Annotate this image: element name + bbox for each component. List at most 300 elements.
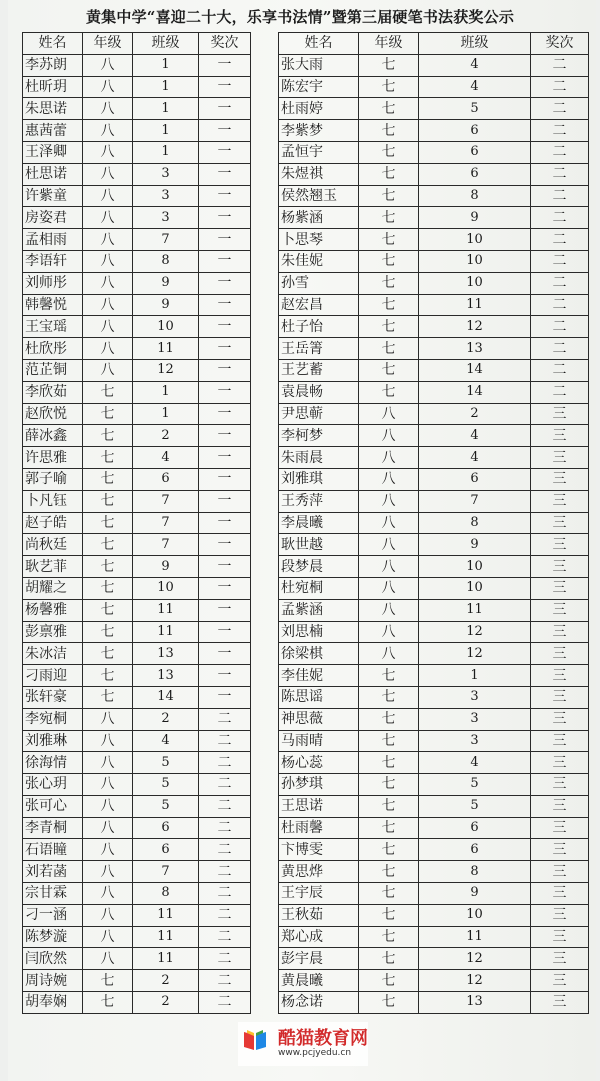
- cell-grade: 七: [359, 54, 419, 76]
- cell-name: 石语瞳: [23, 839, 83, 861]
- cell-grade: 八: [359, 621, 419, 643]
- cell-grade: 八: [83, 817, 133, 839]
- cell-name: 孟紫涵: [279, 599, 359, 621]
- cell-award: 一: [199, 120, 251, 142]
- cell-award: 三: [531, 403, 589, 425]
- cell-award: 一: [199, 534, 251, 556]
- cell-name: 侯然翘玉: [279, 185, 359, 207]
- cell-grade: 八: [83, 250, 133, 272]
- cell-grade: 八: [83, 730, 133, 752]
- cell-award: 一: [199, 163, 251, 185]
- cell-class: 1: [419, 665, 531, 687]
- cell-award: 二: [199, 752, 251, 774]
- cell-name: 王宇辰: [279, 883, 359, 905]
- cell-grade: 八: [83, 359, 133, 381]
- cell-grade: 七: [359, 817, 419, 839]
- cell-name: 许思雅: [23, 447, 83, 469]
- cell-class: 3: [133, 185, 199, 207]
- table-row: [23, 447, 251, 469]
- table-row: [23, 512, 251, 534]
- cell-class: 4: [133, 447, 199, 469]
- table-header-row: [279, 33, 589, 55]
- cell-class: 9: [133, 294, 199, 316]
- cell-class: 8: [133, 883, 199, 905]
- cell-grade: 七: [359, 752, 419, 774]
- table-row: [23, 992, 251, 1014]
- cell-award: 一: [199, 229, 251, 251]
- cell-award: 二: [531, 54, 589, 76]
- cell-name: 赵子皓: [23, 512, 83, 534]
- cell-class: 5: [133, 795, 199, 817]
- table-row: [23, 163, 251, 185]
- cell-class: 8: [419, 861, 531, 883]
- cell-grade: 七: [83, 970, 133, 992]
- table-row: [279, 599, 589, 621]
- cell-award: 一: [199, 643, 251, 665]
- cell-class: 11: [133, 338, 199, 360]
- cell-name: 徐梁棋: [279, 643, 359, 665]
- table-row: [23, 76, 251, 98]
- cell-name: 杜雨婷: [279, 98, 359, 120]
- cell-award: 三: [531, 795, 589, 817]
- cell-class: 12: [419, 621, 531, 643]
- table-row: [23, 250, 251, 272]
- cell-name: 王秋茹: [279, 904, 359, 926]
- table-header-row: [23, 33, 251, 55]
- table-row: [279, 229, 589, 251]
- cell-award: 一: [199, 556, 251, 578]
- cell-award: 三: [531, 970, 589, 992]
- cell-class: 10: [419, 250, 531, 272]
- table-row: [279, 294, 589, 316]
- cell-name: 朱煜祺: [279, 163, 359, 185]
- cell-award: 一: [199, 141, 251, 163]
- cell-grade: 七: [359, 665, 419, 687]
- cell-award: 三: [531, 992, 589, 1014]
- table-row: [23, 425, 251, 447]
- cell-name: 卞博雯: [279, 839, 359, 861]
- cell-grade: 八: [83, 708, 133, 730]
- table-row: [279, 250, 589, 272]
- site-watermark: [238, 1022, 368, 1066]
- cell-award: 三: [531, 534, 589, 556]
- cell-grade: 八: [359, 425, 419, 447]
- cell-award: 一: [199, 381, 251, 403]
- table-row: [279, 76, 589, 98]
- table-row: [279, 490, 589, 512]
- cell-grade: 七: [83, 686, 133, 708]
- cell-grade: 八: [83, 948, 133, 970]
- cell-class: 9: [133, 272, 199, 294]
- watermark-name: 酷猫教育网: [278, 1028, 368, 1049]
- cell-award: 三: [531, 839, 589, 861]
- table-row: [279, 904, 589, 926]
- cell-award: 三: [531, 643, 589, 665]
- table-row: [279, 883, 589, 905]
- cell-name: 刘师彤: [23, 272, 83, 294]
- cell-name: 马雨晴: [279, 730, 359, 752]
- cell-award: 三: [531, 665, 589, 687]
- table-row: [279, 54, 589, 76]
- cell-class: 5: [419, 774, 531, 796]
- header-class: 班级: [419, 33, 531, 55]
- cell-name: 尹思蕲: [279, 403, 359, 425]
- cell-grade: 七: [359, 730, 419, 752]
- cell-class: 8: [419, 512, 531, 534]
- cell-grade: 七: [359, 207, 419, 229]
- table-row: [279, 185, 589, 207]
- cell-grade: 七: [83, 512, 133, 534]
- cell-name: 陈宏宇: [279, 76, 359, 98]
- cell-grade: 七: [83, 599, 133, 621]
- header-class: 班级: [133, 33, 199, 55]
- table-row: [279, 795, 589, 817]
- cell-award: 三: [531, 490, 589, 512]
- cell-grade: 八: [83, 839, 133, 861]
- header-grade: 年级: [83, 33, 133, 55]
- cell-class: 5: [133, 752, 199, 774]
- cell-name: 孙雪: [279, 272, 359, 294]
- cell-name: 李佳妮: [279, 665, 359, 687]
- table-row: [23, 839, 251, 861]
- cell-name: 张轩豪: [23, 686, 83, 708]
- cell-name: 胡耀之: [23, 577, 83, 599]
- cell-name: 袁晨畅: [279, 381, 359, 403]
- cell-name: 孟恒宇: [279, 141, 359, 163]
- cell-class: 7: [133, 861, 199, 883]
- cell-grade: 八: [359, 447, 419, 469]
- table-row: [279, 403, 589, 425]
- cell-name: 陈梦漩: [23, 926, 83, 948]
- cell-class: 4: [133, 730, 199, 752]
- cell-class: 1: [133, 76, 199, 98]
- cell-class: 8: [133, 250, 199, 272]
- cell-grade: 八: [83, 54, 133, 76]
- cell-class: 4: [419, 54, 531, 76]
- header-name: 姓名: [23, 33, 83, 55]
- cell-class: 10: [419, 577, 531, 599]
- cell-grade: 七: [83, 381, 133, 403]
- table-row: [23, 752, 251, 774]
- page-title: 黄集中学“喜迎二十大，乐享书法情”暨第三届硬笔书法获奖公示: [85, 8, 515, 26]
- cell-grade: 七: [359, 98, 419, 120]
- cell-name: 黄思烨: [279, 861, 359, 883]
- cell-name: 杜宛桐: [279, 577, 359, 599]
- cell-award: 二: [199, 774, 251, 796]
- cell-award: 一: [199, 599, 251, 621]
- table-row: [279, 643, 589, 665]
- cell-award: 一: [199, 185, 251, 207]
- cell-class: 2: [133, 425, 199, 447]
- header-grade: 年级: [359, 33, 419, 55]
- table-row: [23, 272, 251, 294]
- cell-grade: 七: [359, 316, 419, 338]
- cell-name: 杨念诺: [279, 992, 359, 1014]
- cell-class: 12: [419, 948, 531, 970]
- table-row: [23, 534, 251, 556]
- cell-award: 三: [531, 425, 589, 447]
- cell-name: 周诗婉: [23, 970, 83, 992]
- cell-grade: 七: [83, 468, 133, 490]
- cell-class: 13: [133, 665, 199, 687]
- cell-award: 三: [531, 599, 589, 621]
- cell-award: 一: [199, 338, 251, 360]
- cell-award: 三: [531, 926, 589, 948]
- cell-grade: 八: [83, 316, 133, 338]
- cell-award: 三: [531, 817, 589, 839]
- cell-name: 杨紫涵: [279, 207, 359, 229]
- cell-award: 二: [531, 250, 589, 272]
- cell-name: 许紫童: [23, 185, 83, 207]
- table-row: [279, 447, 589, 469]
- cell-class: 10: [419, 272, 531, 294]
- cell-award: 三: [531, 512, 589, 534]
- cell-name: 杜雨馨: [279, 817, 359, 839]
- table-row: [279, 207, 589, 229]
- cell-award: 三: [531, 447, 589, 469]
- cell-name: 王艺蓄: [279, 359, 359, 381]
- cell-grade: 八: [83, 76, 133, 98]
- cell-grade: 七: [83, 490, 133, 512]
- cell-class: 13: [419, 992, 531, 1014]
- cell-award: 三: [531, 686, 589, 708]
- cell-class: 4: [419, 425, 531, 447]
- cell-grade: 七: [359, 294, 419, 316]
- cell-award: 二: [531, 98, 589, 120]
- cell-class: 6: [419, 163, 531, 185]
- cell-name: 王宝瑶: [23, 316, 83, 338]
- cell-grade: 七: [359, 272, 419, 294]
- cell-award: 二: [531, 338, 589, 360]
- table-row: [279, 468, 589, 490]
- cell-grade: 七: [359, 163, 419, 185]
- cell-name: 朱佳妮: [279, 250, 359, 272]
- cell-class: 1: [133, 403, 199, 425]
- table-row: [23, 970, 251, 992]
- cell-name: 李欣茹: [23, 381, 83, 403]
- cell-award: 二: [531, 359, 589, 381]
- cell-name: 刘雅琳: [23, 730, 83, 752]
- cell-grade: 七: [359, 861, 419, 883]
- cell-class: 10: [133, 577, 199, 599]
- table-row: [279, 817, 589, 839]
- cell-name: 房姿君: [23, 207, 83, 229]
- cell-award: 三: [531, 468, 589, 490]
- cell-class: 5: [419, 98, 531, 120]
- table-row: [23, 98, 251, 120]
- cell-class: 12: [133, 359, 199, 381]
- cell-award: 三: [531, 948, 589, 970]
- cell-class: 8: [419, 185, 531, 207]
- cell-grade: 七: [359, 120, 419, 142]
- cell-class: 10: [419, 556, 531, 578]
- table-row: [23, 556, 251, 578]
- cell-grade: 八: [83, 774, 133, 796]
- table-row: [23, 686, 251, 708]
- cell-name: 刁一涵: [23, 904, 83, 926]
- cell-class: 11: [419, 926, 531, 948]
- cell-class: 10: [419, 904, 531, 926]
- table-row: [23, 665, 251, 687]
- cell-name: 赵宏昌: [279, 294, 359, 316]
- cell-grade: 八: [359, 468, 419, 490]
- cell-name: 张心玥: [23, 774, 83, 796]
- cell-award: 一: [199, 425, 251, 447]
- cell-class: 4: [419, 447, 531, 469]
- cell-name: 胡奉娴: [23, 992, 83, 1014]
- table-row: [279, 163, 589, 185]
- cell-class: 14: [133, 686, 199, 708]
- cell-award: 一: [199, 207, 251, 229]
- table-row: [23, 338, 251, 360]
- cell-grade: 七: [359, 141, 419, 163]
- cell-award: 一: [199, 54, 251, 76]
- cell-name: 宗甘霖: [23, 883, 83, 905]
- cell-grade: 八: [83, 141, 133, 163]
- cell-grade: 七: [83, 621, 133, 643]
- cell-name: 刘若菡: [23, 861, 83, 883]
- cell-grade: 七: [359, 948, 419, 970]
- cell-class: 3: [419, 708, 531, 730]
- cell-class: 3: [419, 730, 531, 752]
- cell-name: 闫欣然: [23, 948, 83, 970]
- cell-name: 耿艺菲: [23, 556, 83, 578]
- cell-name: 孙梦琪: [279, 774, 359, 796]
- cell-class: 2: [133, 992, 199, 1014]
- cell-grade: 八: [83, 207, 133, 229]
- cell-award: 二: [199, 926, 251, 948]
- cell-class: 12: [419, 643, 531, 665]
- table-row: [279, 926, 589, 948]
- table-row: [23, 185, 251, 207]
- cell-name: 卜思琴: [279, 229, 359, 251]
- cell-award: 二: [531, 294, 589, 316]
- cell-grade: 八: [83, 98, 133, 120]
- table-row: [23, 403, 251, 425]
- cell-grade: 七: [83, 425, 133, 447]
- cell-class: 6: [419, 817, 531, 839]
- cell-award: 一: [199, 294, 251, 316]
- cell-name: 刘思楠: [279, 621, 359, 643]
- cell-award: 二: [531, 207, 589, 229]
- table-row: [23, 621, 251, 643]
- cell-name: 李宛桐: [23, 708, 83, 730]
- cell-award: 二: [531, 316, 589, 338]
- table-row: [279, 120, 589, 142]
- cell-name: 黄晨曦: [279, 970, 359, 992]
- cell-class: 11: [133, 926, 199, 948]
- table-row: [279, 708, 589, 730]
- cell-class: 4: [419, 752, 531, 774]
- cell-name: 王思诺: [279, 795, 359, 817]
- table-row: [23, 708, 251, 730]
- cell-grade: 八: [83, 861, 133, 883]
- cell-class: 1: [133, 381, 199, 403]
- cell-grade: 八: [359, 490, 419, 512]
- table-row: [279, 316, 589, 338]
- cell-class: 9: [133, 556, 199, 578]
- cell-class: 3: [419, 686, 531, 708]
- cell-grade: 八: [359, 512, 419, 534]
- cell-award: 一: [199, 686, 251, 708]
- cell-class: 11: [133, 904, 199, 926]
- table-row: [23, 599, 251, 621]
- table-row: [279, 141, 589, 163]
- table-row: [23, 948, 251, 970]
- cell-name: 李青桐: [23, 817, 83, 839]
- cell-grade: 八: [83, 338, 133, 360]
- cell-grade: 七: [359, 708, 419, 730]
- cell-award: 二: [531, 272, 589, 294]
- table-row: [279, 665, 589, 687]
- cell-name: 惠茜蕾: [23, 120, 83, 142]
- table-row: [279, 425, 589, 447]
- cell-grade: 七: [83, 577, 133, 599]
- cell-name: 李紫梦: [279, 120, 359, 142]
- table-row: [279, 381, 589, 403]
- cell-grade: 八: [83, 272, 133, 294]
- cell-class: 13: [133, 643, 199, 665]
- cell-award: 三: [531, 730, 589, 752]
- cell-award: 二: [531, 229, 589, 251]
- cell-name: 陈思谣: [279, 686, 359, 708]
- cell-name: 韩馨悦: [23, 294, 83, 316]
- table-row: [23, 926, 251, 948]
- cell-award: 二: [531, 185, 589, 207]
- cell-grade: 八: [83, 120, 133, 142]
- cell-award: 一: [199, 490, 251, 512]
- cell-award: 三: [531, 774, 589, 796]
- cell-class: 11: [133, 599, 199, 621]
- cell-name: 彭禀雅: [23, 621, 83, 643]
- cell-grade: 七: [359, 686, 419, 708]
- cell-grade: 八: [83, 185, 133, 207]
- watermark-url: www.pcjyedu.cn: [278, 1048, 352, 1058]
- cell-class: 6: [419, 141, 531, 163]
- table-row: [279, 512, 589, 534]
- table-row: [279, 752, 589, 774]
- cell-name: 张大雨: [279, 54, 359, 76]
- cell-class: 12: [419, 970, 531, 992]
- cell-award: 二: [199, 839, 251, 861]
- cell-grade: 七: [359, 359, 419, 381]
- cell-name: 刁雨迎: [23, 665, 83, 687]
- table-row: [279, 948, 589, 970]
- cell-award: 一: [199, 98, 251, 120]
- cell-class: 4: [419, 76, 531, 98]
- cell-name: 王秀萍: [279, 490, 359, 512]
- cell-class: 2: [133, 708, 199, 730]
- table-row: [23, 120, 251, 142]
- cell-award: 二: [531, 120, 589, 142]
- table-row: [23, 141, 251, 163]
- cell-grade: 八: [359, 577, 419, 599]
- cell-name: 孟相雨: [23, 229, 83, 251]
- cell-award: 一: [199, 403, 251, 425]
- cell-class: 14: [419, 359, 531, 381]
- cell-class: 11: [133, 948, 199, 970]
- cell-award: 二: [531, 76, 589, 98]
- award-table-right: [278, 32, 589, 1014]
- table-row: [23, 774, 251, 796]
- cell-grade: 八: [83, 926, 133, 948]
- cell-award: 一: [199, 447, 251, 469]
- table-row: [23, 359, 251, 381]
- cell-grade: 七: [359, 338, 419, 360]
- table-row: [23, 861, 251, 883]
- cell-award: 二: [199, 992, 251, 1014]
- cell-name: 王岳箐: [279, 338, 359, 360]
